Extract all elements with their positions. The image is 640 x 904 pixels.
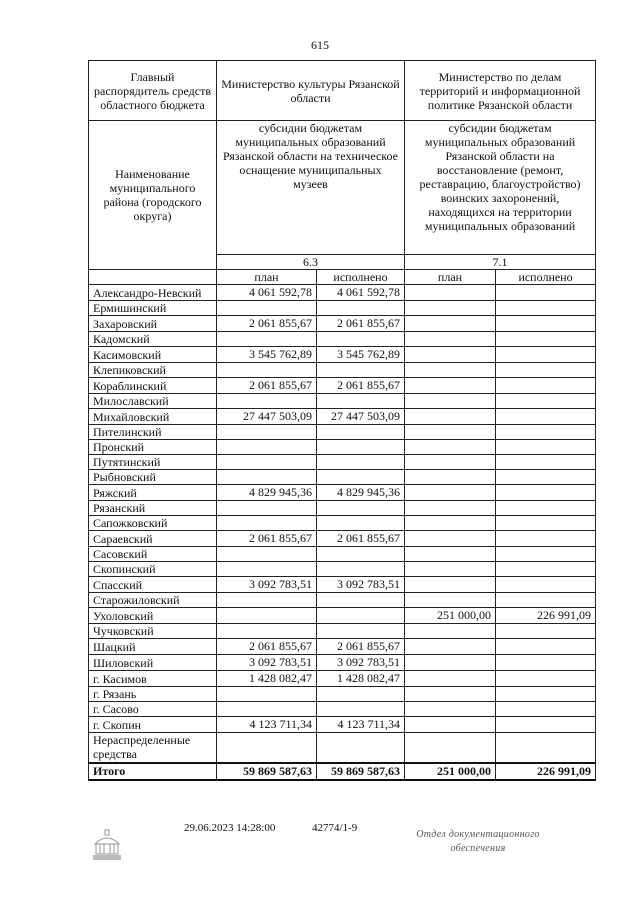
cell-plan <box>217 593 317 608</box>
table-row <box>89 394 596 409</box>
cell-plan-2 <box>405 593 496 608</box>
plan-label: план <box>217 270 317 285</box>
cell-plan <box>217 455 317 470</box>
cell-done-2 <box>496 347 596 363</box>
cell-done <box>317 332 405 347</box>
cell-plan-2 <box>405 378 496 394</box>
district-name: Сасовский <box>89 547 217 562</box>
cell-done: 2 061 855,67 <box>317 531 405 547</box>
cell-done: 4 829 945,36 <box>317 485 405 501</box>
cell-plan-2 <box>405 301 496 316</box>
table-row <box>89 639 596 655</box>
total-done: 59 869 587,63 <box>317 763 405 780</box>
unallocated-label: Нераспределенные средства <box>89 733 217 763</box>
table-row <box>89 440 596 455</box>
cell-plan: 2 061 855,67 <box>217 639 317 655</box>
cell-done-2: 226 991,09 <box>496 608 596 624</box>
district-name: Милославский <box>89 394 217 409</box>
table-row <box>89 332 596 347</box>
district-name: Скопинский <box>89 562 217 577</box>
cell-plan-2 <box>405 363 496 378</box>
cell-done: 2 061 855,67 <box>317 639 405 655</box>
table-row <box>89 347 596 363</box>
district-name: Михайловский <box>89 409 217 425</box>
cell-done-2 <box>496 655 596 671</box>
cell-done-2 <box>496 516 596 531</box>
table-row <box>89 470 596 485</box>
cell-done: 4 061 592,78 <box>317 285 405 301</box>
district-name: Путятинский <box>89 455 217 470</box>
cell-done-2 <box>496 639 596 655</box>
district-name: Ряжский <box>89 485 217 501</box>
table-row <box>89 455 596 470</box>
table-row <box>89 425 596 440</box>
cell-plan <box>217 562 317 577</box>
cell-plan-2: 251 000,00 <box>405 608 496 624</box>
cell-done-2 <box>496 717 596 733</box>
cell-plan <box>217 470 317 485</box>
table-row <box>89 485 596 501</box>
cell-plan-2 <box>405 624 496 639</box>
cell-done-2 <box>496 455 596 470</box>
table-row <box>89 409 596 425</box>
cell-done-2 <box>496 394 596 409</box>
total-plan-2: 251 000,00 <box>405 763 496 780</box>
cell-done <box>317 470 405 485</box>
cell-done-2 <box>496 332 596 347</box>
cell-plan: 1 428 082,47 <box>217 671 317 687</box>
cell-plan <box>217 301 317 316</box>
subsidy-museums: субсидии бюджетам муниципальных образований Рязанской области на техническое оснащение муниципальных музеев <box>217 121 405 255</box>
cell-done <box>317 547 405 562</box>
cell-done-2 <box>496 285 596 301</box>
cell-done <box>317 516 405 531</box>
cell-done <box>317 733 405 763</box>
cell-done <box>317 562 405 577</box>
cell-plan <box>217 547 317 562</box>
cell-done <box>317 702 405 717</box>
cell-done <box>317 593 405 608</box>
cell-done <box>317 440 405 455</box>
cell-done: 1 428 082,47 <box>317 671 405 687</box>
cell-done <box>317 608 405 624</box>
table-row <box>89 717 596 733</box>
cell-done <box>317 455 405 470</box>
cell-plan-2 <box>405 687 496 702</box>
cell-plan-2 <box>405 409 496 425</box>
table-row <box>89 531 596 547</box>
cell-plan-2 <box>405 285 496 301</box>
district-name: г. Скопин <box>89 717 217 733</box>
cell-done-2 <box>496 671 596 687</box>
cell-plan-2 <box>405 562 496 577</box>
cell-plan-2 <box>405 455 496 470</box>
cell-done <box>317 687 405 702</box>
cell-plan: 3 092 783,51 <box>217 577 317 593</box>
ministry-territory: Министерство по делам территорий и информационной политике Рязанской области <box>405 61 596 121</box>
cell-plan: 4 123 711,34 <box>217 717 317 733</box>
cell-plan <box>217 608 317 624</box>
cell-plan-2 <box>405 516 496 531</box>
district-name: Кадомский <box>89 332 217 347</box>
district-name: Рыбновский <box>89 470 217 485</box>
code-7-1: 7.1 <box>405 255 596 270</box>
district-name: г. Касимов <box>89 671 217 687</box>
cell-done-2 <box>496 485 596 501</box>
cell-plan <box>217 332 317 347</box>
table-row <box>89 687 596 702</box>
cell-plan <box>217 394 317 409</box>
table-row <box>89 608 596 624</box>
done-label: исполнено <box>317 270 405 285</box>
cell-plan <box>217 516 317 531</box>
cell-done-2 <box>496 687 596 702</box>
district-name: Пронский <box>89 440 217 455</box>
cell-plan: 2 061 855,67 <box>217 316 317 332</box>
total-label: Итого <box>89 763 217 780</box>
cell-done: 2 061 855,67 <box>317 316 405 332</box>
district-name: Сараевский <box>89 531 217 547</box>
cell-done <box>317 301 405 316</box>
table-row <box>89 301 596 316</box>
table-row <box>89 316 596 332</box>
name-label: Наименование муниципального района (городского округа) <box>89 121 217 270</box>
cell-done: 2 061 855,67 <box>317 378 405 394</box>
cell-plan-2 <box>405 332 496 347</box>
cell-plan-2 <box>405 733 496 763</box>
district-name: Шацкий <box>89 639 217 655</box>
district-name: г. Рязань <box>89 687 217 702</box>
cell-plan-2 <box>405 470 496 485</box>
table-row <box>89 702 596 717</box>
cell-plan <box>217 687 317 702</box>
done-label: исполнено <box>496 270 596 285</box>
cell-plan <box>217 702 317 717</box>
table-row <box>89 624 596 639</box>
table-row <box>89 378 596 394</box>
district-name: Сапожковский <box>89 516 217 531</box>
district-name: Клепиковский <box>89 363 217 378</box>
cell-done: 3 092 783,51 <box>317 577 405 593</box>
district-name: Ухоловский <box>89 608 217 624</box>
cell-done-2 <box>496 593 596 608</box>
cell-plan-2 <box>405 316 496 332</box>
cell-done-2 <box>496 363 596 378</box>
cell-plan-2 <box>405 717 496 733</box>
district-name: Пителинский <box>89 425 217 440</box>
cell-plan-2 <box>405 577 496 593</box>
cell-plan: 4 829 945,36 <box>217 485 317 501</box>
district-name: Шиловский <box>89 655 217 671</box>
subsidy-burials: субсидии бюджетам муниципальных образований Рязанской области на восстановление (ремонт, реставрацию, благоустройство) воинских захоронений, находящихся на территории муниципальных образований <box>405 121 596 255</box>
cell-plan-2 <box>405 531 496 547</box>
cell-plan <box>217 363 317 378</box>
cell-done: 4 123 711,34 <box>317 717 405 733</box>
plan-label: план <box>405 270 496 285</box>
cell-done-2 <box>496 378 596 394</box>
district-name: Захаровский <box>89 316 217 332</box>
district-name: Александро-Невский <box>89 285 217 301</box>
table-row <box>89 562 596 577</box>
district-name: Касимовский <box>89 347 217 363</box>
table-row <box>89 577 596 593</box>
district-name: Чучковский <box>89 624 217 639</box>
cell-done <box>317 425 405 440</box>
cell-plan-2 <box>405 485 496 501</box>
cell-plan <box>217 425 317 440</box>
total-done-2: 226 991,09 <box>496 763 596 780</box>
cell-done: 3 545 762,89 <box>317 347 405 363</box>
table-row <box>89 593 596 608</box>
cell-plan: 27 447 503,09 <box>217 409 317 425</box>
table-row <box>89 516 596 531</box>
cell-done-2 <box>496 624 596 639</box>
budget-table <box>88 60 596 781</box>
cell-plan-2 <box>405 425 496 440</box>
duma-logo-icon <box>90 828 124 869</box>
empty-header-cell <box>89 270 217 285</box>
cell-done <box>317 624 405 639</box>
total-plan: 59 869 587,63 <box>217 763 317 780</box>
table-row <box>89 655 596 671</box>
cell-plan-2 <box>405 347 496 363</box>
department-stamp: Отдел документационного обеспечения <box>416 829 540 854</box>
cell-done-2 <box>496 470 596 485</box>
cell-done <box>317 394 405 409</box>
cell-done-2 <box>496 702 596 717</box>
cell-plan-2 <box>405 671 496 687</box>
cell-done <box>317 363 405 378</box>
table-row <box>89 285 596 301</box>
district-name: Кораблинский <box>89 378 217 394</box>
footer-doc-number: 42774/1-9 <box>312 822 358 834</box>
cell-done: 3 092 783,51 <box>317 655 405 671</box>
district-name: Спасский <box>89 577 217 593</box>
cell-plan: 2 061 855,67 <box>217 531 317 547</box>
table-body <box>89 285 596 733</box>
cell-plan: 3 545 762,89 <box>217 347 317 363</box>
cell-plan-2 <box>405 501 496 516</box>
cell-done-2 <box>496 501 596 516</box>
table-row <box>89 671 596 687</box>
cell-done-2 <box>496 577 596 593</box>
cell-done-2 <box>496 409 596 425</box>
table-row <box>89 547 596 562</box>
cell-done-2 <box>496 531 596 547</box>
cell-done-2 <box>496 547 596 562</box>
cell-done-2 <box>496 316 596 332</box>
cell-done-2 <box>496 562 596 577</box>
cell-plan <box>217 501 317 516</box>
table-row <box>89 501 596 516</box>
cell-plan-2 <box>405 440 496 455</box>
cell-plan <box>217 440 317 455</box>
cell-plan: 2 061 855,67 <box>217 378 317 394</box>
district-name: Рязанский <box>89 501 217 516</box>
org-label: Главный распорядитель средств областного бюджета <box>89 61 217 121</box>
cell-plan-2 <box>405 702 496 717</box>
cell-done <box>317 501 405 516</box>
ministry-culture: Министерство культуры Рязанской области <box>217 61 405 121</box>
cell-plan: 4 061 592,78 <box>217 285 317 301</box>
cell-done: 27 447 503,09 <box>317 409 405 425</box>
cell-plan-2 <box>405 547 496 562</box>
cell-done-2 <box>496 301 596 316</box>
cell-done-2 <box>496 440 596 455</box>
district-name: Ермишинский <box>89 301 217 316</box>
cell-plan: 3 092 783,51 <box>217 655 317 671</box>
cell-plan-2 <box>405 655 496 671</box>
cell-done-2 <box>496 733 596 763</box>
cell-plan-2 <box>405 639 496 655</box>
district-name: Старожиловский <box>89 593 217 608</box>
cell-plan <box>217 624 317 639</box>
table-row <box>89 363 596 378</box>
footer-timestamp: 29.06.2023 14:28:00 <box>184 822 276 834</box>
district-name: г. Сасово <box>89 702 217 717</box>
cell-done-2 <box>496 425 596 440</box>
cell-plan-2 <box>405 394 496 409</box>
code-6-3: 6.3 <box>217 255 405 270</box>
cell-plan <box>217 733 317 763</box>
page-number: 615 <box>311 38 329 52</box>
